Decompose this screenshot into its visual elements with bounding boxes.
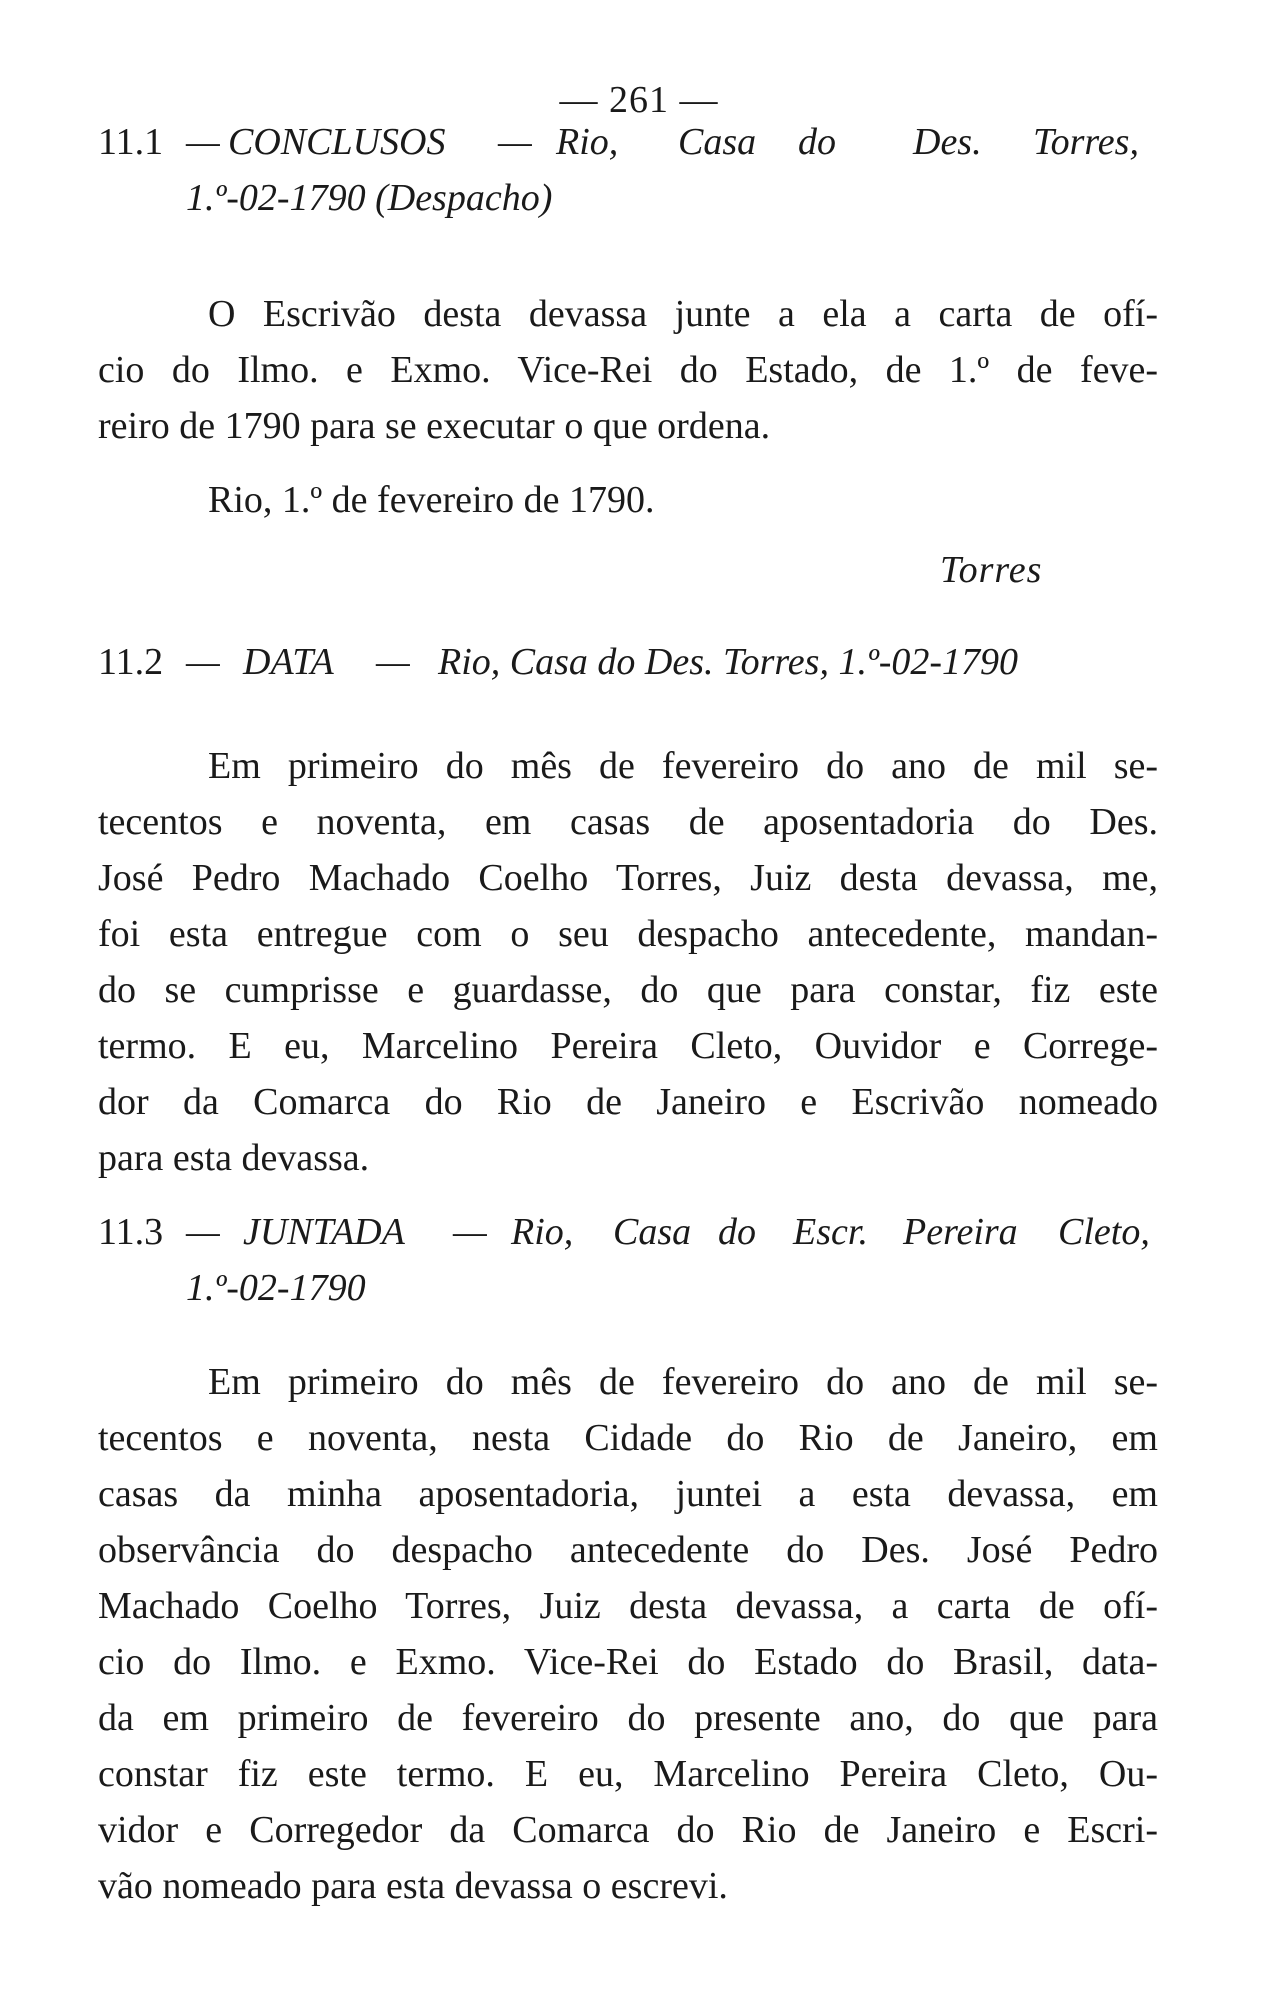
text-line: Em primeiro do mês de fevereiro do ano de mil se- bbox=[208, 745, 1158, 787]
heading-dash: — bbox=[453, 1211, 487, 1253]
heading-dash: — bbox=[376, 641, 410, 683]
text-line: Machado Coelho Torres, Juiz desta devassa, a carta de ofí- bbox=[98, 1585, 1158, 1627]
heading-dash: — bbox=[186, 641, 220, 683]
heading-place: Casa bbox=[678, 121, 757, 163]
heading-date: 1.º-02-1790 (Despacho) bbox=[186, 177, 553, 219]
heading-dash: — bbox=[186, 1211, 220, 1253]
section-number: 11.1 bbox=[98, 121, 164, 163]
text-line: constar fiz este termo. E eu, Marcelino Pereira Cleto, Ou- bbox=[98, 1753, 1158, 1795]
heading-place: Des. bbox=[913, 121, 982, 163]
heading-place: do bbox=[798, 121, 836, 163]
text-line: tecentos e noventa, em casas de aposentadoria do Des. bbox=[98, 801, 1158, 843]
section-heading bbox=[98, 640, 1158, 690]
heading-title: CONCLUSOS bbox=[228, 121, 446, 163]
section-heading-line2 bbox=[186, 1266, 366, 1310]
text-line: Em primeiro do mês de fevereiro do ano de mil se- bbox=[208, 1361, 1158, 1403]
section-heading bbox=[98, 1210, 1158, 1260]
text-line: reiro de 1790 para se executar o que ordena. bbox=[98, 405, 771, 447]
heading-title: JUNTADA bbox=[243, 1211, 405, 1253]
heading-dash: — bbox=[498, 121, 532, 163]
section-heading-line2 bbox=[186, 176, 552, 220]
section-heading bbox=[98, 120, 1158, 170]
page-number: — 261 — bbox=[559, 79, 719, 121]
text-line: dor da Comarca do Rio de Janeiro e Escrivão nomeado bbox=[98, 1081, 1158, 1123]
text-line: cio do Ilmo. e Exmo. Vice-Rei do Estado, de 1.º de feve- bbox=[98, 349, 1158, 391]
section-paragraph bbox=[98, 738, 1158, 1186]
heading-place: Pereira bbox=[903, 1211, 1018, 1253]
text-line: vão nomeado para esta devassa o escrevi. bbox=[98, 1865, 728, 1907]
text-line: da em primeiro de fevereiro do presente ano, do que para bbox=[98, 1697, 1158, 1739]
heading-place: Cleto, bbox=[1058, 1211, 1150, 1253]
heading-place: Rio, Casa do Des. Torres, 1.º-02-1790 bbox=[438, 641, 1019, 683]
text-line: termo. E eu, Marcelino Pereira Cleto, Ouvidor e Correge- bbox=[98, 1025, 1158, 1067]
heading-place: Rio, bbox=[556, 121, 619, 163]
section-number: 11.2 bbox=[98, 641, 164, 683]
heading-date: 1.º-02-1790 bbox=[186, 1267, 366, 1309]
text-line: foi esta entregue com o seu despacho antecedente, mandan- bbox=[98, 913, 1158, 955]
heading-dash: — bbox=[186, 121, 220, 163]
text-line: tecentos e noventa, nesta Cidade do Rio de Janeiro, em bbox=[98, 1417, 1158, 1459]
text-line: cio do Ilmo. e Exmo. Vice-Rei do Estado do Brasil, data- bbox=[98, 1641, 1158, 1683]
heading-place: Rio, bbox=[511, 1211, 574, 1253]
heading-title: DATA bbox=[243, 641, 334, 683]
heading-place: Casa bbox=[613, 1211, 692, 1253]
text-line: para esta devassa. bbox=[98, 1137, 370, 1179]
text-line: vidor e Corregedor da Comarca do Rio de Janeiro e Escri- bbox=[98, 1809, 1158, 1851]
text-line: observância do despacho antecedente do Des. José Pedro bbox=[98, 1529, 1158, 1571]
date-line-block bbox=[98, 472, 1158, 528]
text-line: casas da minha aposentadoria, juntei a esta devassa, em bbox=[98, 1473, 1158, 1515]
section-paragraph bbox=[98, 286, 1158, 454]
heading-place: Escr. bbox=[793, 1211, 868, 1253]
heading-place: Torres, bbox=[1033, 121, 1139, 163]
text-line: do se cumprisse e guardasse, do que para constar, fiz este bbox=[98, 969, 1158, 1011]
text-line: O Escrivão desta devassa junte a ela a carta de ofí- bbox=[208, 293, 1158, 335]
text-line: José Pedro Machado Coelho Torres, Juiz desta devassa, me, bbox=[98, 857, 1158, 899]
section-number: 11.3 bbox=[98, 1211, 164, 1253]
heading-place: do bbox=[718, 1211, 756, 1253]
signature: Torres bbox=[940, 549, 1043, 591]
section-paragraph bbox=[98, 1354, 1158, 1914]
date-line: Rio, 1.º de fevereiro de 1790. bbox=[208, 479, 655, 521]
